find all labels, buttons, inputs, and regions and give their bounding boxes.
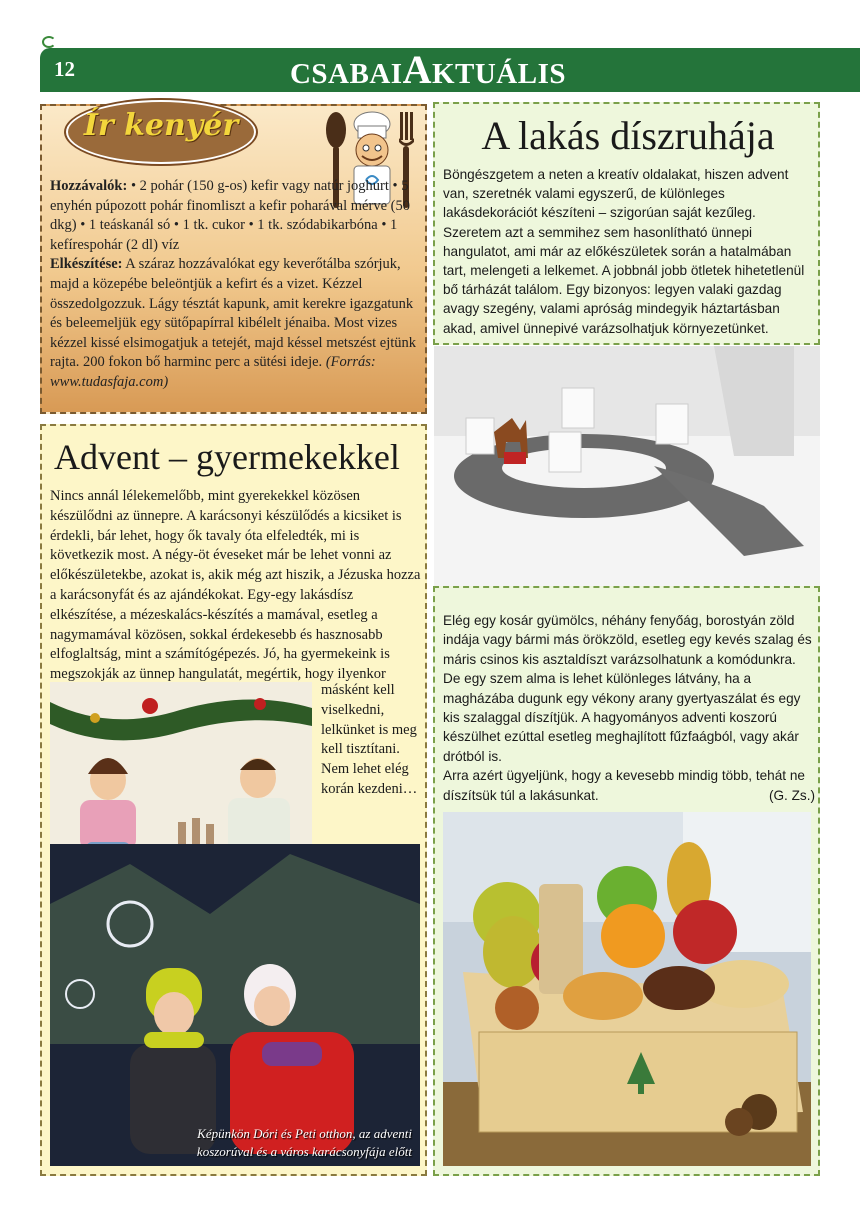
ingredients-text: • 2 pohár (150 g-os) kefir vagy natúr joghurt • 5 enyhén púpozott pohár finomliszt a kefir poharával mérve (50 dkg) • 1 teáskanál só • 1 tk. cukor • 1 tk. szódabikarbóna • 1 kefírespohár (2 dl) víz xyxy=(50,178,410,253)
advent-continuation: másként kell viselkedni, lelkünket is meg kell tisztítani. Nem lehet elég korán kezdeni… xyxy=(321,682,418,797)
recipe-title: Ír kenyér xyxy=(83,108,239,143)
knitted-wreath-photo xyxy=(434,346,820,586)
lakas-body: Böngészgetem a neten a kreatív oldalakat, hiszen advent van, szeretnék valami egyszerű, de különleges lakásdekorációt készíteni – szigorúan saját kezűleg. Szeretem azt a semmihez sem hasonlítható ünnepi hangulatot, ami már az előkészületek során a hatalmában tart, melengeti a lelkemet. A jobbnál jobb ötletek hihetetlenül bő tárházát találom. Egy bizonyos: legyen valaki gazdag avagy szegény, valami apróság mindegyik háztartásban akad, amivel ünnepivé varázsolhatjuk környezetünket. xyxy=(443,167,805,336)
fruit-basket-photo xyxy=(443,812,811,1166)
recipe-text xyxy=(50,177,422,393)
right-body-paragraph2: Arra azért ügyeljünk, hogy a kevesebb mindig több, tehát ne díszítsük túl a lakásunkat. xyxy=(443,768,805,803)
page-number: 12 xyxy=(54,57,75,81)
lakas-title: A lakás díszruhája xyxy=(481,113,775,158)
advent-body: Nincs annál lélekemelőbb, mint gyerekekkel közösen készülődni az ünnepre. A karácsonyi készülődés a kicsiket is érdekli, bár lehet, hogy ők tavaly óta elfeledték, mi is következik most. A négy-öt éveseket már be lehet vonni az előkészületekbe, azokat is, akik még azt hiszik, a Jézuska hozza a karácsonyfát és az ajándékokat. Egy-egy lakásdísz elkészítése, a mézeskalács-készítés a mamával, esetleg a nagymamával közösen, sokkal érdekesebb és hasznosabb elfoglaltság, mint a számítógépezés. Jó, ha gyermekeink is megszokják az ünnep hangulatát, megértik, hogy ilyenkor xyxy=(50,488,421,683)
method-text: A száraz hozzávalókat egy keverőtálba szórjuk, majd a közepébe beleöntjük a kefirt és a vizet. Kézzel összedolgozzuk. Lágy tésztát kapunk, amit kerekre igazgatunk és beleemeljük egy sütőpapírral kibélelt jénaiba. Most vizes kézzel kissé elsimogatjuk a tetejét, majd késsel metszést ejtünk rajta. 200 fokon bő harminc perc a sütési ideje. xyxy=(50,256,417,371)
advent-title: Advent – gyermekekkel xyxy=(54,437,400,477)
method-label: Elkészítése: xyxy=(50,256,123,273)
recipe-source: (Forrás: www.tudasfaja.com) xyxy=(50,354,376,390)
right-body xyxy=(443,611,815,805)
kids-photo-caption: Képünkön Dóri és Peti otthon, az adventi koszorúval és a város karácsonyfája előtt xyxy=(196,1126,412,1159)
magazine-title xyxy=(263,46,593,93)
author-signature: (G. Zs.) xyxy=(768,787,815,803)
right-body-paragraph1: Elég egy kosár gyümölcs, néhány fenyőág, borostyán zöld indája vagy bármi más örökzöld, esetleg egy kevés szalag és máris csinos kis asztaldíszt varázsolhatunk a komódunkra. De egy szem alma is lehet különleges látvány, ha a magházába dugunk egy vékony arany gyertyaszálat és egy kis szalaggal díszítjük. A hagyományos adventi koszorú készülhet ezúttal esetleg meghajlított fűzfaágból, vagy akár drótból is. xyxy=(443,613,812,764)
title-part2: KTUÁLIS xyxy=(431,58,567,90)
kids-christmas-tree-photo xyxy=(50,844,420,1166)
logo-swirl-icon xyxy=(42,36,56,48)
ingredients-label: Hozzávalók: xyxy=(50,178,128,194)
title-part1: CSABAI xyxy=(289,58,403,90)
title-big-letter: A xyxy=(402,47,432,92)
